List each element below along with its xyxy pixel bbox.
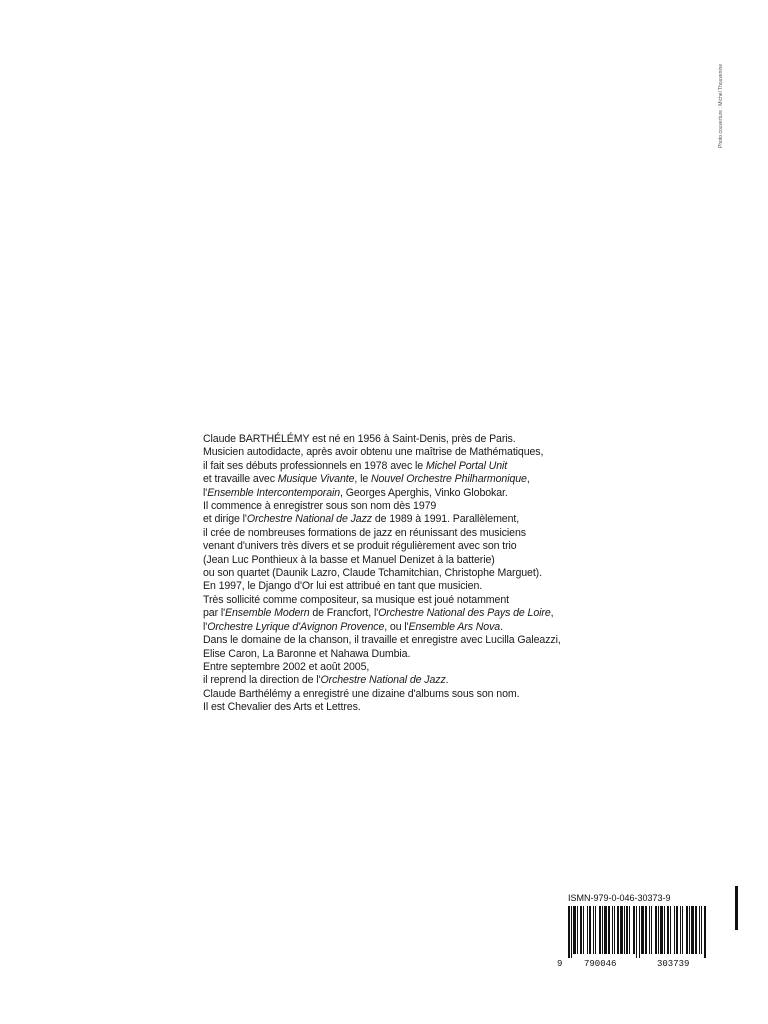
bio-line: Dans le domaine de la chanson, il travaille et enregistre avec Lucilla Galeazzi, <box>203 634 561 647</box>
bio-line: Elise Caron, La Baronne et Nahawa Dumbia. <box>203 647 411 660</box>
bio-line: il crée de nombreuses formations de jazz en réunissant des musiciens <box>203 526 526 539</box>
photo-credit: Photo couverture : Michel Thouvenine <box>718 63 724 148</box>
bio-line: Très sollicité comme compositeur, sa musique est joué notamment <box>203 593 509 606</box>
bio-line: l'Ensemble Intercontemporain, Georges Aperghis, Vinko Globokar. <box>203 486 508 499</box>
bio-line: Claude Barthélémy a enregistré une dizaine d'albums sous son nom. <box>203 687 520 700</box>
bio-line: il reprend la direction de l'Orchestre National de Jazz. <box>203 674 449 687</box>
bio-line: (Jean Luc Ponthieux à la basse et Manuel Denizet à la batterie) <box>203 553 495 566</box>
bio-line: par l'Ensemble Modern de Francfort, l'Orchestre National des Pays de Loire, <box>203 607 554 620</box>
bio-line: l'Orchestre Lyrique d'Avignon Provence, ou l'Ensemble Ars Nova. <box>203 620 503 633</box>
bio-line: ou son quartet (Daunik Lazro, Claude Tchamitchian, Christophe Marguet). <box>203 567 542 580</box>
bio-line: venant d'univers très divers et se produit régulièrement avec son trio <box>203 540 517 553</box>
bio-line: Il commence à enregistrer sous son nom dès 1979 <box>203 500 437 513</box>
barcode-digit-group-right: 303739 <box>657 959 690 969</box>
barcode-image <box>568 906 706 958</box>
bio-line: En 1997, le Django d'Or lui est attribué en tant que musicien. <box>203 580 483 593</box>
bio-line: Musicien autodidacte, après avoir obtenu une maîtrise de Mathématiques, <box>203 446 544 459</box>
bio-line: et travaille avec Musique Vivante, le Nouvel Orchestre Philharmonique, <box>203 473 530 486</box>
bio-line: Claude BARTHÉLÉMY est né en 1956 à Saint-Denis, près de Paris. <box>203 433 516 445</box>
ismn-label: ISMN-979-0-046-30373-9 <box>568 893 671 903</box>
biography-text <box>203 433 623 715</box>
bio-line: Entre septembre 2002 et août 2005, <box>203 660 370 673</box>
barcode-digits <box>557 958 717 970</box>
barcode-digit-group-left: 790046 <box>584 959 617 969</box>
bio-line: et dirige l'Orchestre National de Jazz de 1989 à 1991. Parallèlement, <box>203 513 520 526</box>
bio-line: il fait ses débuts professionnels en 1978 avec le Michel Portal Unit <box>203 459 508 472</box>
edge-mark <box>735 886 738 930</box>
barcode-digit-lead: 9 <box>557 959 563 969</box>
bio-line: Il est Chevalier des Arts et Lettres. <box>203 701 361 714</box>
